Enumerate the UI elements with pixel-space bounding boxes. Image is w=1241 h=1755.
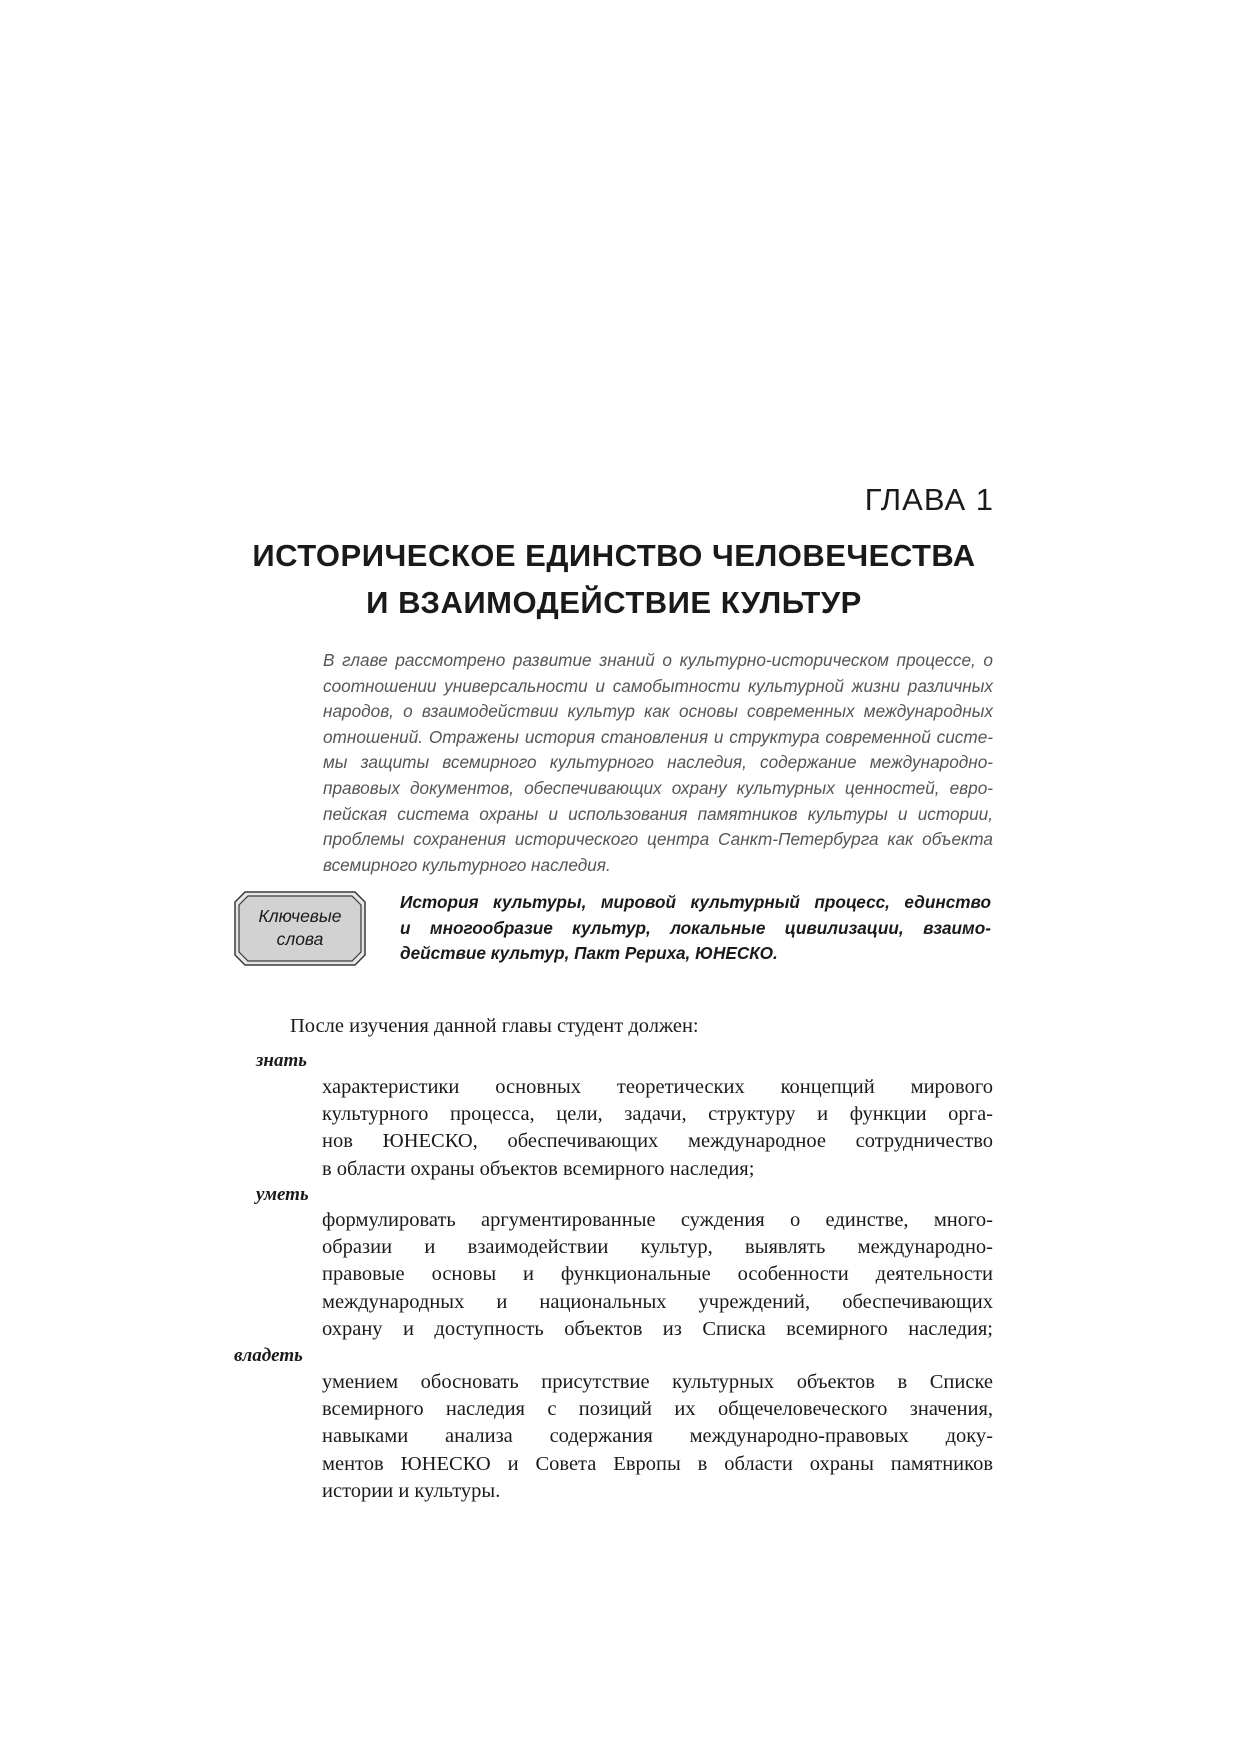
keywords-badge-label: Ключевые	[258, 906, 342, 926]
competency-term-know: знать	[256, 1050, 307, 1071]
competency-line: ментов ЮНЕСКО и Совета Европы в области охраны памятников	[322, 1452, 993, 1475]
keywords-badge-label: слова	[276, 929, 324, 949]
keywords-badge	[234, 891, 366, 966]
abstract-line: всемирного культурного наследия.	[323, 854, 611, 875]
chapter-title-line: ИСТОРИЧЕСКОЕ ЕДИНСТВО ЧЕЛОВЕЧЕСТВА	[252, 538, 976, 573]
keywords-line: и многообразие культур, локальные цивилизации, взаимо-	[400, 917, 991, 938]
abstract-line: отношений. Отражены история становления и структура современной систе-	[323, 726, 993, 747]
competency-can-text	[322, 1207, 993, 1343]
chapter-label: ГЛАВА 1	[864, 482, 994, 517]
keywords-line: История культуры, мировой культурный процесс, единство	[400, 892, 991, 912]
competency-line: истории и культуры.	[322, 1479, 501, 1502]
competency-line: охрану и доступность объектов из Списка всемирного наследия;	[322, 1317, 993, 1340]
chapter-abstract	[323, 648, 993, 878]
abstract-line: правовых документов, обеспечивающих охрану культурных ценностей, евро-	[323, 777, 993, 798]
competency-term-master: владеть	[234, 1345, 303, 1366]
abstract-line: проблемы сохранения исторического центра Санкт-Петербурга как объекта	[323, 829, 993, 850]
competency-line: правовые основы и функциональные особенности деятельности	[322, 1263, 993, 1286]
competency-know-text	[322, 1074, 993, 1183]
competency-term-can: уметь	[256, 1184, 309, 1205]
abstract-line: народов, о взаимодействии культур как основы современных международных	[323, 701, 993, 722]
abstract-line: пейская система охраны и использования памятников культуры и истории,	[323, 803, 993, 824]
competency-line: в области охраны объектов всемирного наследия;	[322, 1157, 755, 1180]
chapter-title	[250, 532, 978, 626]
abstract-line: соотношении универсальности и самобытности культурной жизни различных	[323, 675, 993, 696]
competency-line: формулировать аргументированные суждения о единстве, много-	[322, 1209, 993, 1231]
competency-line: образии и взаимодействии культур, выявлять международно-	[322, 1236, 993, 1259]
competency-master-text	[322, 1369, 993, 1505]
competencies-intro: После изучения данной главы студент должен:	[290, 1015, 699, 1037]
competency-line: всемирного наследия с позиций их общечеловеческого значения,	[322, 1398, 993, 1421]
abstract-line: мы защиты всемирного культурного наследия, содержание международно-	[323, 752, 993, 773]
competency-line: культурного процесса, цели, задачи, структуру и функции орга-	[322, 1103, 993, 1126]
competency-line: навыками анализа содержания международно-правовых доку-	[322, 1425, 993, 1448]
keywords-line: действие культур, Пакт Рериха, ЮНЕСКО.	[400, 943, 778, 963]
keywords-list	[400, 890, 991, 967]
competency-line: международных и национальных учреждений, обеспечивающих	[322, 1290, 993, 1313]
competency-line: нов ЮНЕСКО, обеспечивающих международное сотрудничество	[322, 1130, 993, 1153]
competency-line: умением обосновать присутствие культурных объектов в Списке	[322, 1371, 993, 1393]
chapter-title-line: И ВЗАИМОДЕЙСТВИЕ КУЛЬТУР	[366, 585, 862, 620]
competency-line: характеристики основных теоретических концепций мирового	[322, 1076, 993, 1098]
abstract-line: В главе рассмотрено развитие знаний о культурно-историческом процессе, о	[323, 650, 993, 670]
